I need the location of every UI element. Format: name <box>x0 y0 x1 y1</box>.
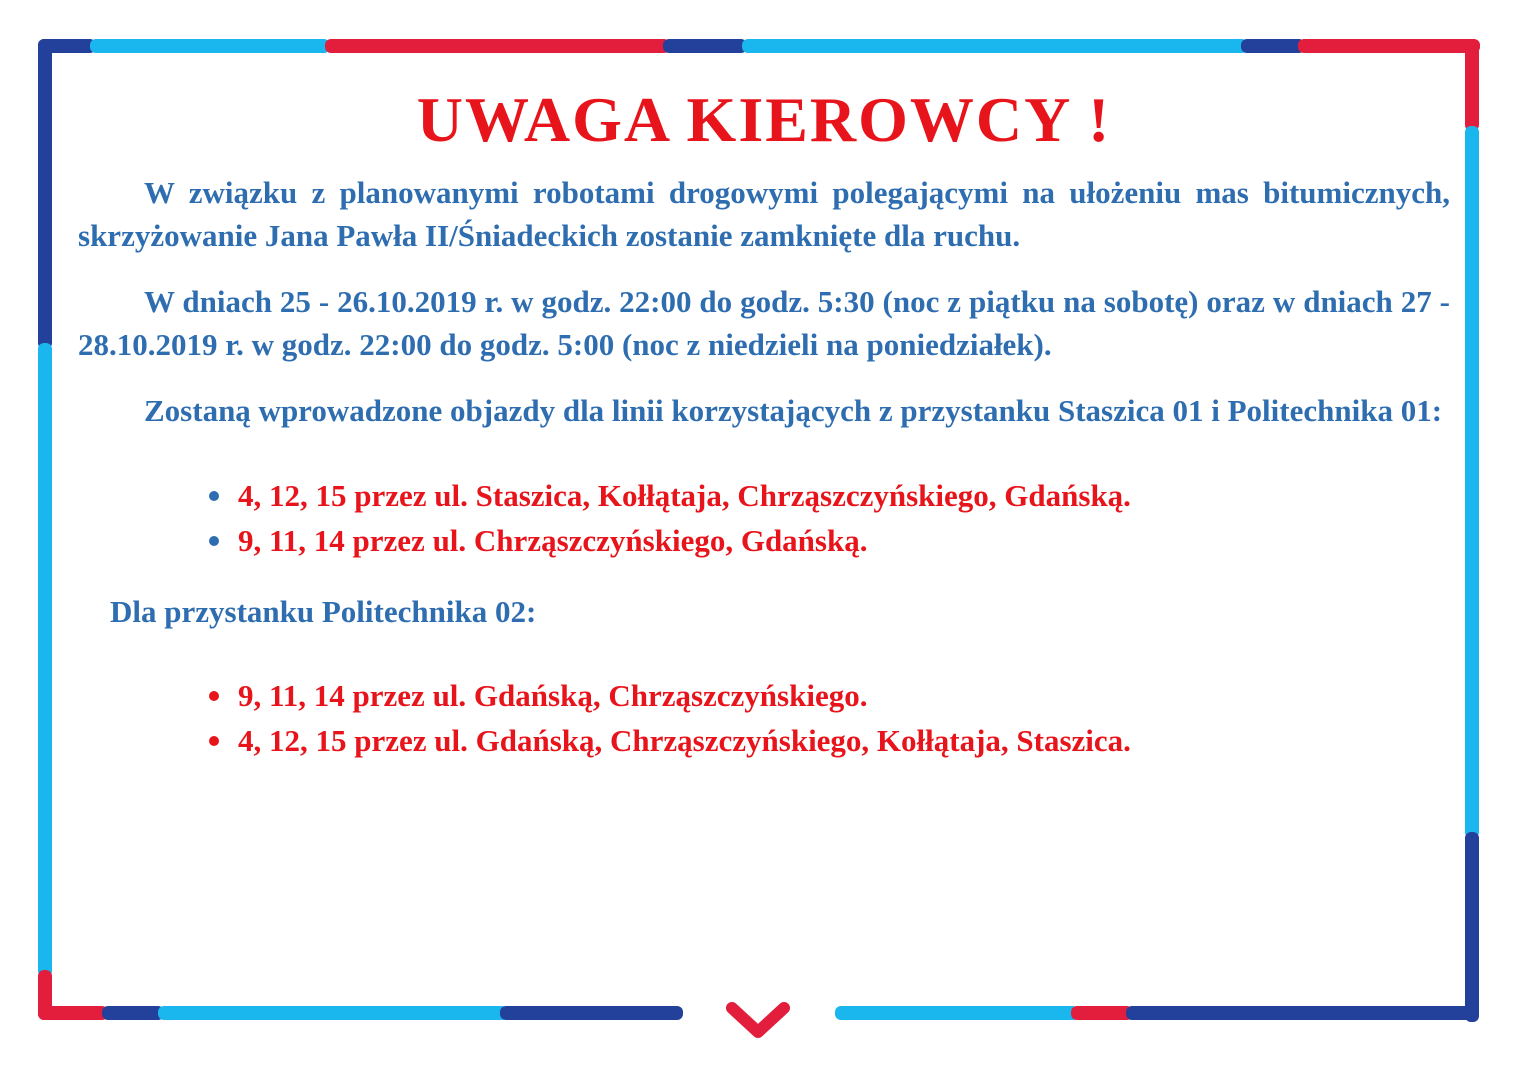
frame-left-segment <box>38 39 52 349</box>
frame-top-segment <box>325 39 670 53</box>
frame-right-segment <box>1465 39 1479 131</box>
list-item <box>204 718 1450 763</box>
chevron-down-icon <box>722 998 794 1042</box>
list-item-text: 9, 11, 14 przez ul. Chrząszczyńskiego, Gdańską. <box>238 522 868 558</box>
detour-list-politechnika-01 <box>78 473 1450 563</box>
frame-bottom-segment <box>38 1006 108 1020</box>
notice-paragraph-closure: W związku z planowanymi robotami drogowymi polegającymi na ułożeniu mas bitumicznych, skrzyżowanie Jana Pawła II/Śniadeckich zostanie zamknięte dla ruchu. <box>78 175 1450 253</box>
bullet-icon <box>209 536 219 546</box>
notice-content <box>78 82 1450 763</box>
list-item-text: 9, 11, 14 przez ul. Gdańską, Chrząszczyńskiego. <box>238 677 868 713</box>
bullet-icon <box>209 491 219 501</box>
list-item <box>204 673 1450 718</box>
frame-top-segment <box>1241 39 1305 53</box>
frame-bottom-segment <box>500 1006 683 1020</box>
frame-right-segment <box>1465 126 1479 838</box>
frame-bottom-segment <box>835 1006 1079 1020</box>
list-item <box>204 473 1450 518</box>
list-item-text: 4, 12, 15 przez ul. Staszica, Kołłątaja, Chrząszczyńskiego, Gdańską. <box>238 477 1131 513</box>
bullet-icon <box>209 691 219 701</box>
frame-top-segment <box>1298 39 1480 53</box>
notice-title: UWAGA KIEROWCY ! <box>416 84 1112 155</box>
list-item <box>204 518 1450 563</box>
frame-bottom-segment <box>1126 1006 1479 1020</box>
frame-bottom-segment <box>102 1006 164 1020</box>
subheading-politechnika-02: Dla przystanku Politechnika 02: <box>110 593 537 629</box>
frame-bottom-segment <box>158 1006 508 1020</box>
frame-top-segment <box>90 39 330 53</box>
detour-list-politechnika-02 <box>78 673 1450 763</box>
frame-left-segment <box>38 343 52 977</box>
frame-bottom-segment <box>1071 1006 1133 1020</box>
frame-top-segment <box>663 39 747 53</box>
notice-paragraph-dates: W dniach 25 - 26.10.2019 r. w godz. 22:00 do godz. 5:30 (noc z piątku na sobotę) oraz w dniach 27 - 28.10.2019 r. w godz. 22:00 do godz. 5:00 (noc z niedzieli na poniedziałek). <box>78 284 1450 362</box>
bullet-icon <box>209 736 219 746</box>
frame-top-segment <box>742 39 1248 53</box>
frame-right-segment <box>1465 832 1479 1022</box>
notice-paragraph-detours: Zostaną wprowadzone objazdy dla linii korzystających z przystanku Staszica 01 i Politechnika 01: <box>144 393 1443 428</box>
list-item-text: 4, 12, 15 przez ul. Gdańską, Chrząszczyńskiego, Kołłątaja, Staszica. <box>238 722 1131 758</box>
